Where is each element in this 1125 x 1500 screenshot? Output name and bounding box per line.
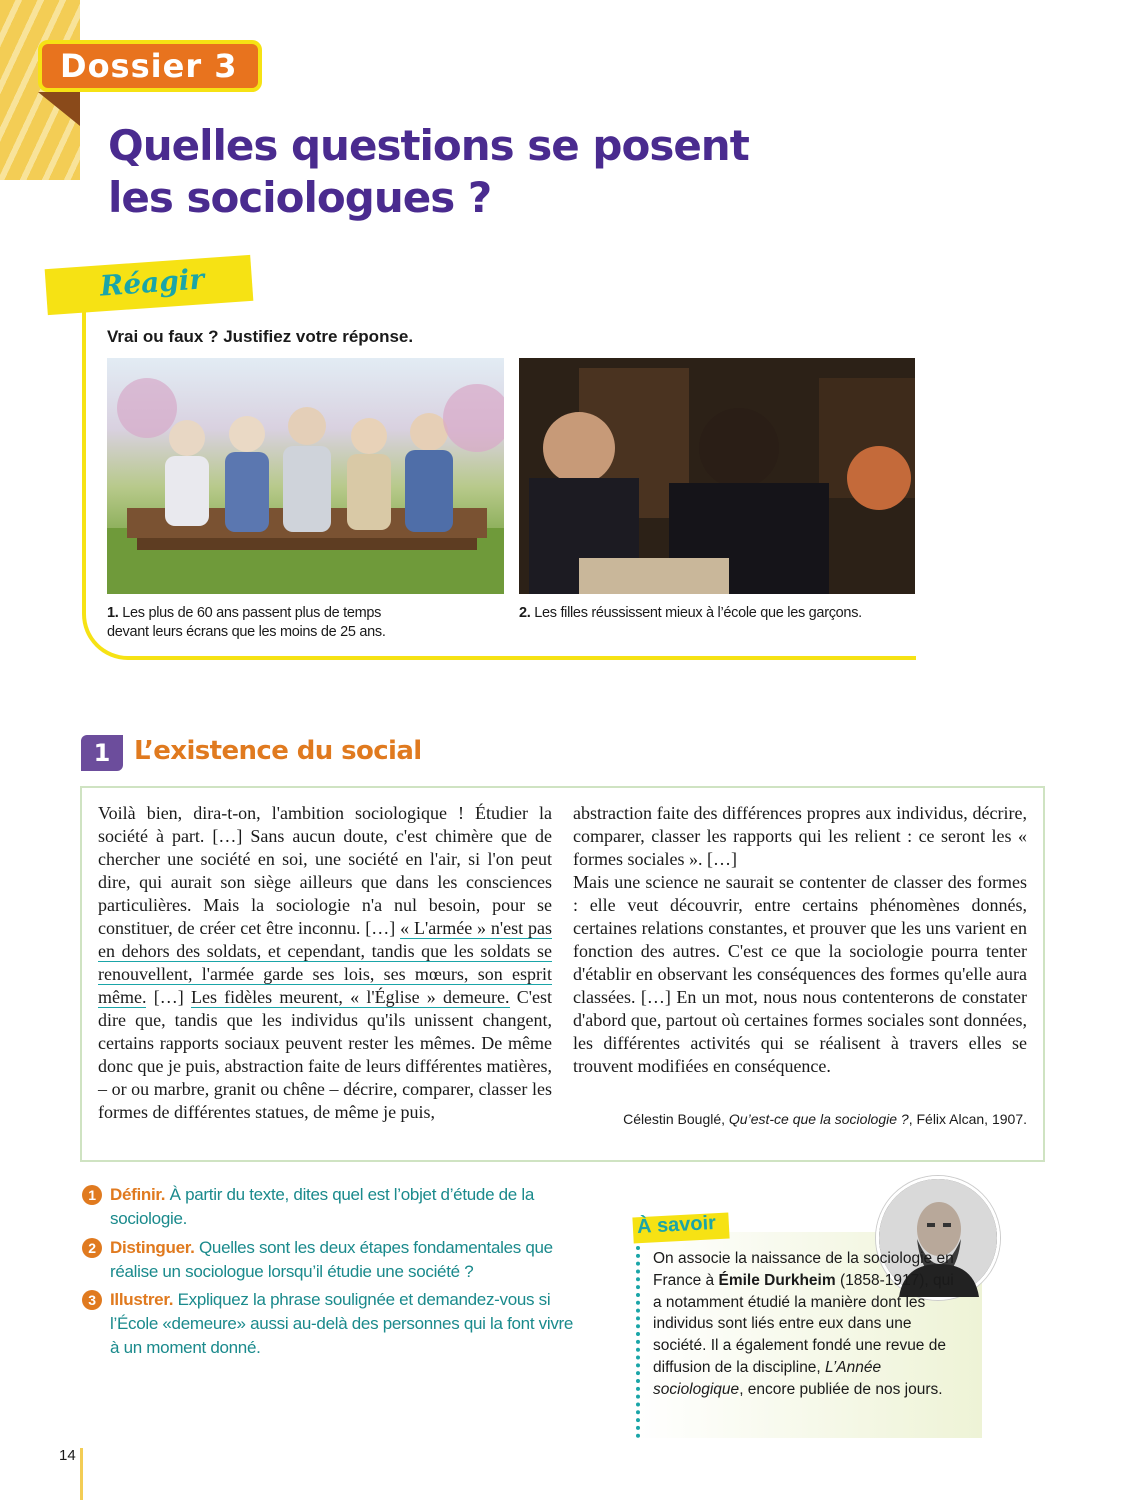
paragraph: abstraction faite des différences propres aux individus, décrire, comparer, classer les rapports qui les relient : ce seront les « formes sociales ». […] — [573, 803, 1027, 869]
text-span: , encore publiée de nos jours. — [739, 1380, 943, 1398]
source-publisher: , Félix Alcan, 1907. — [908, 1111, 1027, 1127]
text-span: (1858-1917), qui a notamment étudié la manière dont les individus sont liés entre eux dans une société. Il a également fondé une revue de diffusion de la discipline, — [653, 1271, 954, 1376]
page-title — [108, 120, 808, 224]
page-number-bar — [80, 1448, 83, 1500]
page-number: 14 — [59, 1447, 76, 1464]
caption-text: Les filles réussissent mieux à l’école que les garçons. — [534, 605, 862, 621]
question-keyword: Définir. — [110, 1185, 166, 1204]
question-number: 1 — [82, 1185, 102, 1205]
photo-seniors-smartphones — [107, 358, 504, 594]
photo-caption-2 — [519, 604, 915, 623]
text-column-1 — [98, 802, 552, 1124]
section-title: L’existence du social — [134, 736, 422, 766]
underlined-sentence-2: Les fidèles meurent, « l'Église » demeure. — [190, 987, 510, 1007]
question-1 — [82, 1183, 582, 1231]
durkheim-name: Émile Durkheim — [718, 1271, 836, 1289]
question-keyword: Distinguer. — [110, 1238, 195, 1257]
page-title-line1: Quelles questions se posent — [108, 121, 749, 170]
underlined-sentence-1: « L'armée » n'est pas en dehors des soldats, et cependant, tandis que les soldats se renouvellent, l'armée garde ses lois, ses mœurs, son esprit même. — [98, 918, 553, 1007]
source-author: Célestin Bouglé, — [623, 1111, 729, 1127]
question-text — [110, 1183, 582, 1231]
question-body: Quelles sont les deux étapes fondamentales que réalise un sociologue lorsqu’il étudie une société ? — [110, 1238, 553, 1281]
question-body: Expliquez la phrase soulignée et demandez-vous si l’École «demeure» aussi au-delà des personnes qui la font vivre à un moment donné. — [110, 1290, 574, 1357]
reagir-instruction: Vrai ou faux ? Justifiez votre réponse. — [107, 327, 414, 346]
paragraph: Mais une science ne saurait se contenter de classer des formes : elle veut découvrir, entre certains phénomènes donnés, certaines relations constantes, et prouver que les uns varient en fonction des autres. C'est ce que la sociologie pourra tenter d'établir en observant les conséquences des formes qu'elle aura classées. […] En un mot, nous nous contenterons de constater d'abord que, partout où certaines formes sociales sont données, les différentes activités qui se réalisent à travers elles se trouvent modifiées en conséquence. — [573, 872, 1027, 1076]
caption-text: Les plus de 60 ans passent plus de temps devant leurs écrans que les moins de 25 ans. — [107, 605, 386, 640]
question-number: 2 — [82, 1238, 102, 1258]
savoir-dotted-border — [636, 1246, 640, 1438]
section-number: 1 — [81, 735, 123, 771]
question-number: 3 — [82, 1290, 102, 1310]
text-span: On associe la naissance de la sociologie en France à — [653, 1250, 954, 1289]
dossier-tab-fold — [38, 92, 80, 126]
caption-number: 2. — [519, 605, 531, 621]
journal-title: L’Année sociologique — [653, 1358, 882, 1398]
dossier-label: Dossier 3 — [38, 40, 262, 92]
question-text — [110, 1288, 582, 1360]
question-3 — [82, 1288, 582, 1360]
savoir-label: À savoir — [636, 1211, 717, 1239]
page-title-line2: les sociologues ? — [108, 173, 492, 222]
photo-caption-1 — [107, 604, 407, 642]
question-2 — [82, 1236, 582, 1284]
paragraph — [98, 802, 552, 1124]
photo-students-illustration — [519, 358, 915, 594]
reagir-label: Réagir — [98, 262, 206, 303]
savoir-text — [653, 1248, 963, 1401]
source-work: Qu’est-ce que la sociologie ? — [728, 1111, 909, 1127]
text-span: […] — [146, 987, 191, 1007]
caption-number: 1. — [107, 605, 119, 621]
text-source — [573, 1111, 1027, 1127]
photo-seniors-illustration — [107, 358, 504, 594]
text-span: C'est dire que, tandis que les individus qu'ils unissent changent, certains rapports sociaux peuvent rester les mêmes. De même donc que je puis, abstraction faite de leurs différentes matières, – or ou marbre, granit ou chêne – décrire, comparer, classer les formes de différentes statues, de même je puis, — [98, 987, 552, 1122]
question-text — [110, 1236, 582, 1284]
question-body: À partir du texte, dites quel est l’objet d’étude de la sociologie. — [110, 1185, 535, 1228]
text-column-2 — [573, 802, 1027, 1078]
text-span: Voilà bien, dira-t-on, l'ambition sociologique ! Étudier la société à part. […] Sans aucun doute, c'est chimère que de chercher une société en soi, une société en l'air, si l'on peut dire, qui aurait son siège ailleurs que dans les consciences particulières. Mais la sociologie n'a nul besoin, pour se constituer, de créer cet être inconnu. […] — [98, 803, 552, 938]
question-keyword: Illustrer. — [110, 1290, 174, 1309]
photo-students-library — [519, 358, 915, 594]
